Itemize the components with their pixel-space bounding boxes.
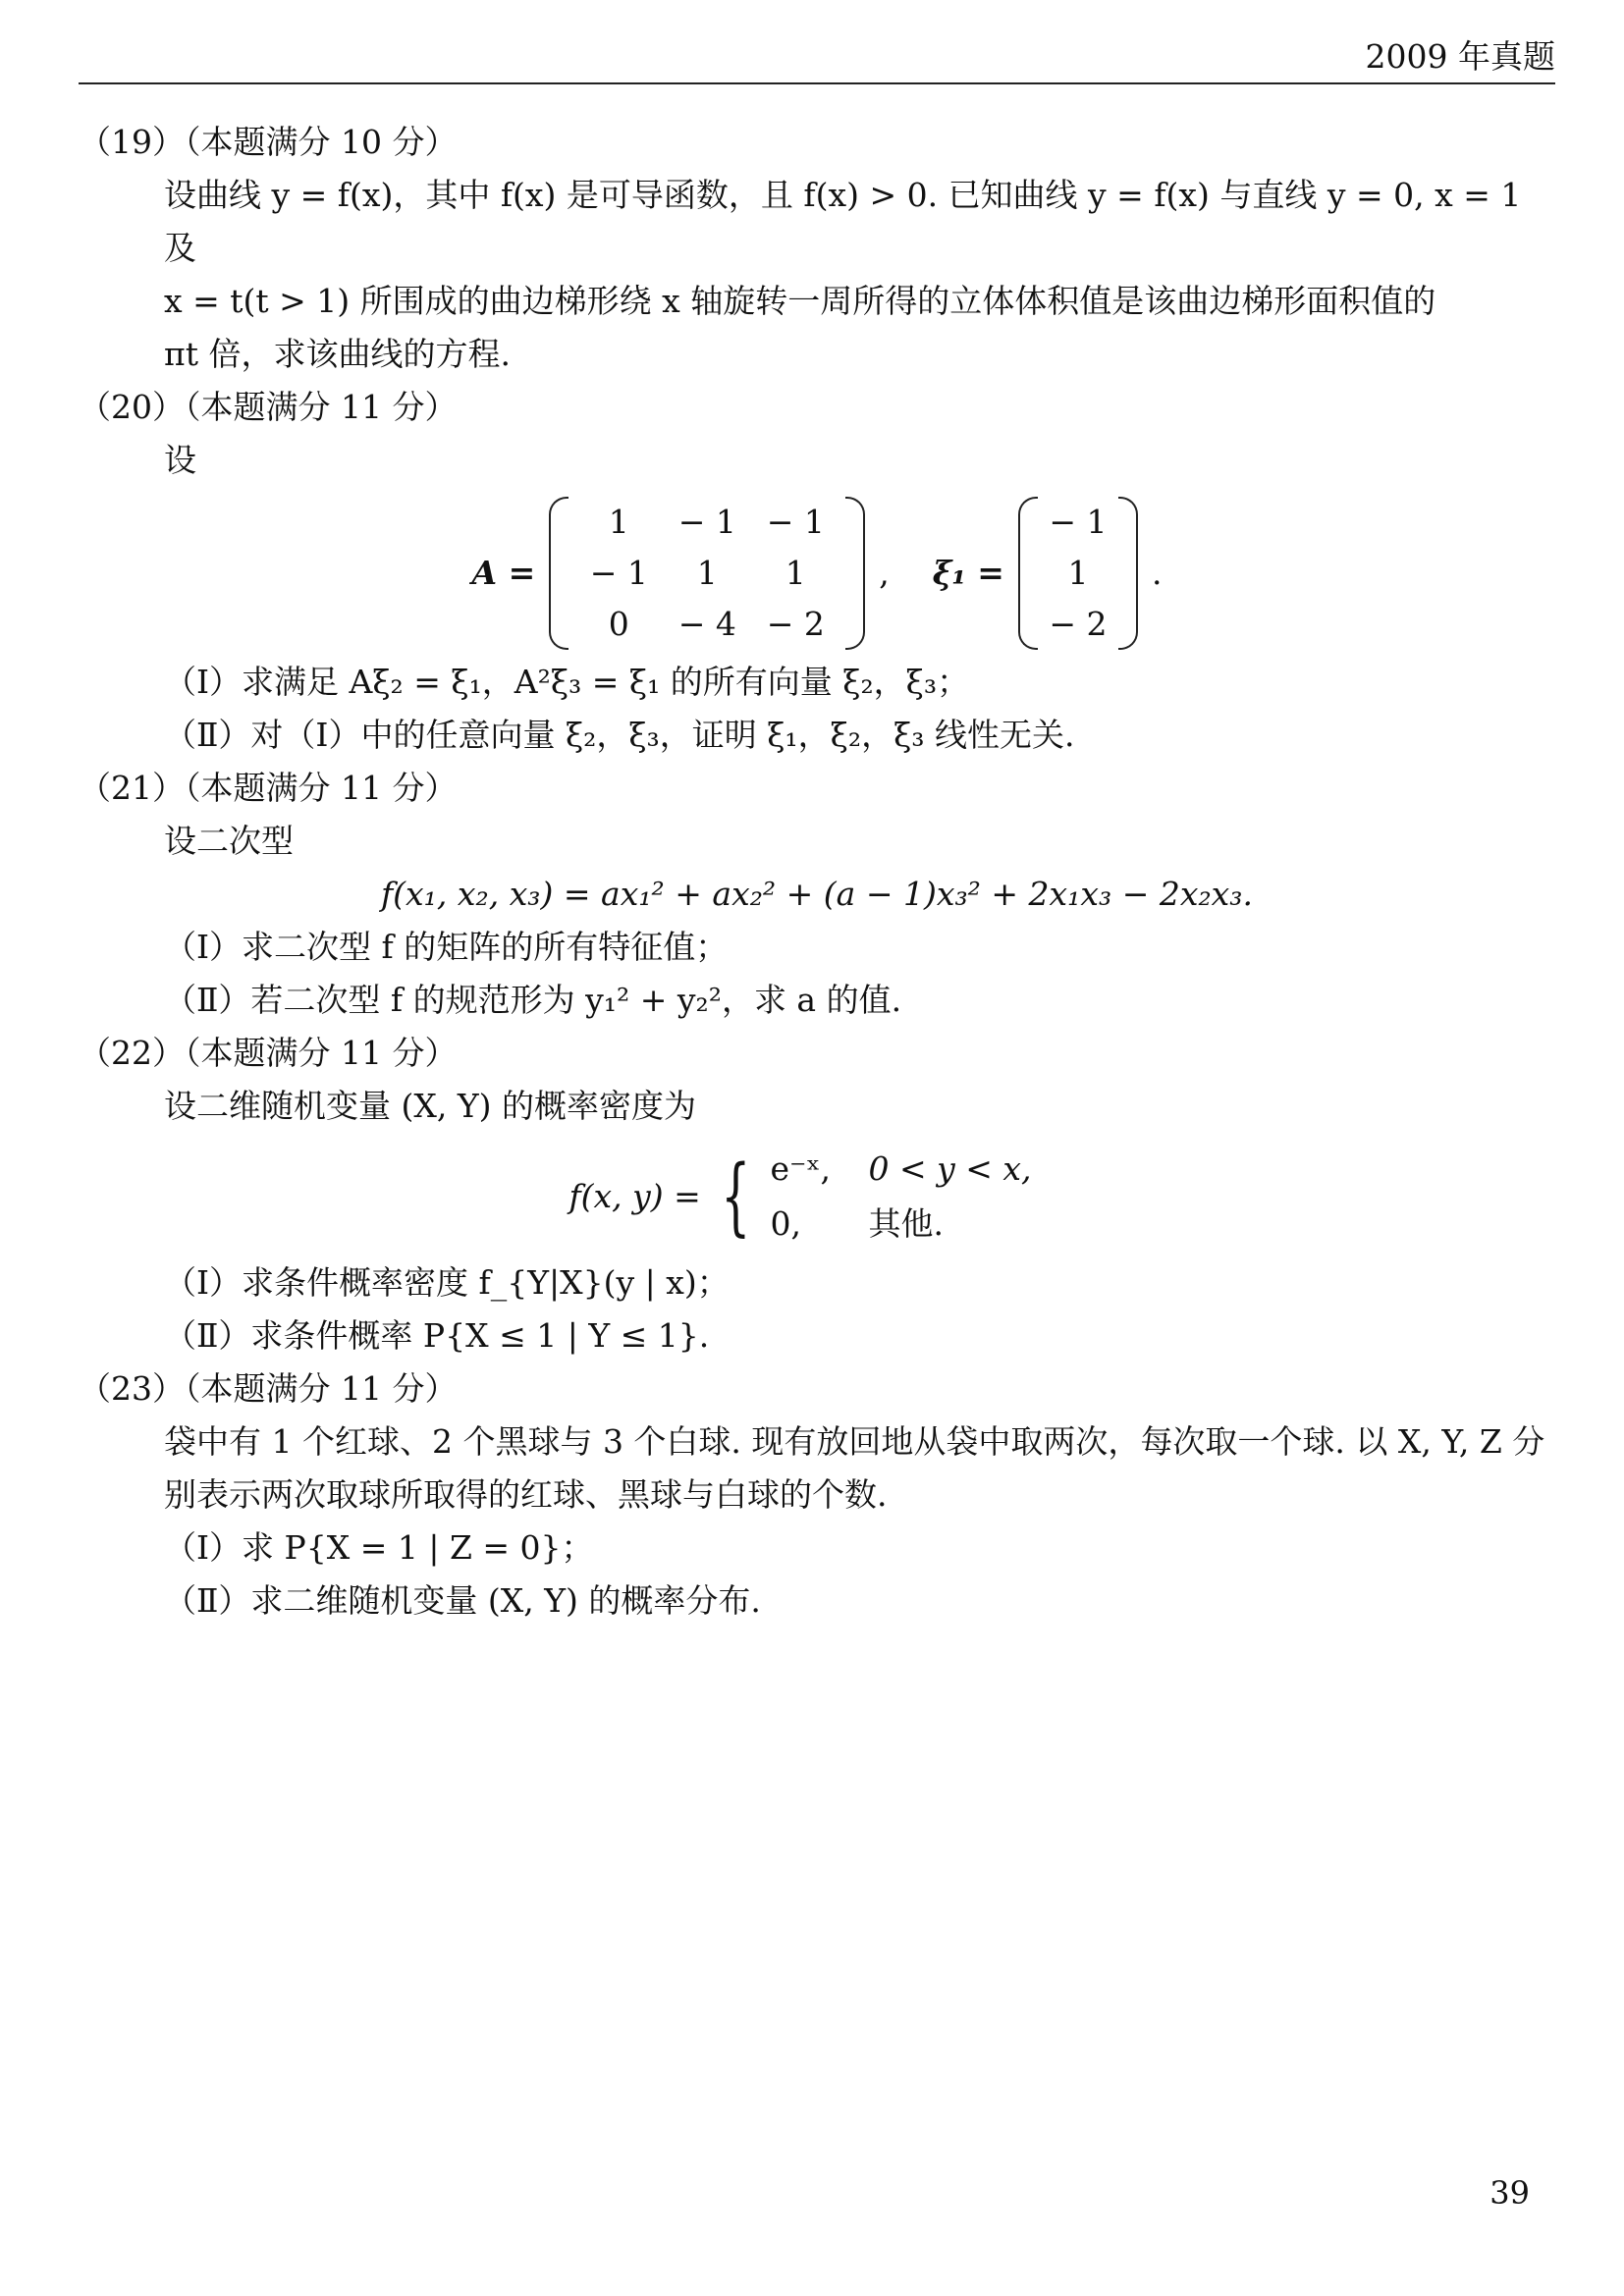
q23-part-2: （Ⅱ）求二维随机变量 (X, Y) 的概率分布. [164,1581,761,1620]
case-2-condition: 其他. [868,1204,945,1243]
header-rule [79,82,1555,84]
question-21 [79,762,1555,1027]
matrix-a-entries [568,497,845,650]
matrix-a-label: A = [471,554,536,592]
q22-density-function [79,1143,1555,1251]
matrix-cell: − 1 [677,503,736,541]
q19-line-1: 设曲线 y = f(x)，其中 f(x) 是可导函数，且 f(x) > 0. 已知曲线 y = f(x) 与直线 y = 0, x = 1 及 [164,176,1522,267]
q20-intro: 设 [164,441,196,479]
matrix-cell: 0 [608,605,629,643]
running-header: 2009 年真题 [1365,37,1555,76]
q21-part-2: （Ⅱ）若二次型 f 的规范形为 y₁² + y₂²，求 a 的值. [164,981,902,1019]
vector-xi1-label: ξ₁ = [932,554,1004,592]
q21-number: （21）（本题满分 11 分） [79,769,458,807]
left-paren [1018,497,1038,650]
case-1-condition: 0 < y < x, [868,1149,1032,1188]
left-brace: { [721,1148,751,1246]
q19-line-3: πt 倍，求该曲线的方程. [164,335,511,373]
matrix-cell: − 2 [766,605,825,643]
exam-content [79,116,1555,1628]
q23-line-1: 袋中有 1 个红球、2 个黑球与 3 个白球. 现有放回地从袋中取两次，每次取一个球. 以 X, Y, Z 分 [164,1422,1545,1461]
q21-intro: 设二次型 [164,822,294,860]
matrix-cell: 1 [696,554,718,592]
q20-part-2: （Ⅱ）对（Ⅰ）中的任意向量 ξ₂，ξ₃，证明 ξ₁，ξ₂，ξ₃ 线性无关. [164,716,1075,754]
matrix-a [549,497,865,650]
matrix-cell: − 1 [589,554,648,592]
right-paren [1118,497,1138,650]
q21-equation: f(x₁, x₂, x₃) = ax₁² + ax₂² + (a − 1)x₃² + 2x₁x₃ − 2x₂x₃. [380,875,1254,913]
case-1-value: e⁻ˣ, [770,1149,831,1188]
left-paren [549,497,568,650]
vector-cell: 1 [1067,554,1089,592]
vector-xi1 [1018,497,1138,650]
q23-line-2: 别表示两次取球所取得的红球、黑球与白球的个数. [164,1475,888,1514]
matrix-cell: − 4 [677,605,736,643]
question-23 [79,1362,1555,1628]
piecewise-cases [771,1143,1065,1251]
matrix-cell: − 1 [766,503,825,541]
right-paren [845,497,865,650]
q20-number: （20）（本题满分 11 分） [79,388,458,426]
q22-part-1: （Ⅰ）求条件概率密度 f_{Y|X}(y | x)； [164,1263,730,1302]
q23-part-1: （Ⅰ）求 P{X = 1 | Z = 0}； [164,1528,594,1567]
vector-cell: − 1 [1049,503,1108,541]
q19-number: （19）（本题满分 10 分） [79,123,458,161]
q23-number: （23）（本题满分 11 分） [79,1369,458,1408]
density-lhs: f(x, y) = [568,1177,701,1215]
q21-part-1: （Ⅰ）求二次型 f 的矩阵的所有特征值； [164,928,729,966]
vector-cell: − 2 [1049,605,1108,643]
question-20 [79,381,1555,762]
case-2-value: 0, [770,1204,802,1243]
matrix-cell: 1 [608,503,629,541]
q22-part-2: （Ⅱ）求条件概率 P{X ≤ 1 | Y ≤ 1}. [164,1316,710,1355]
question-19 [79,116,1555,381]
vector-xi1-entries [1038,497,1118,650]
q20-part-1: （Ⅰ）求满足 Aξ₂ = ξ₁，A²ξ₃ = ξ₁ 的所有向量 ξ₂，ξ₃； [164,663,970,701]
matrix-cell: 1 [785,554,806,592]
q22-intro: 设二维随机变量 (X, Y) 的概率密度为 [164,1087,696,1125]
q20-matrix-equation: A = 1 − 1 − 1 − 1 1 1 0 − 4 − 2 , ξ₁ = − 1 1 − 2 . [79,497,1555,650]
page-number: 39 [1489,2174,1530,2212]
question-22 [79,1027,1555,1362]
q22-number: （22）（本题满分 11 分） [79,1034,458,1072]
q19-line-2: x = t(t > 1) 所围成的曲边梯形绕 x 轴旋转一周所得的立体体积值是该曲边梯形面积值的 [164,282,1436,320]
